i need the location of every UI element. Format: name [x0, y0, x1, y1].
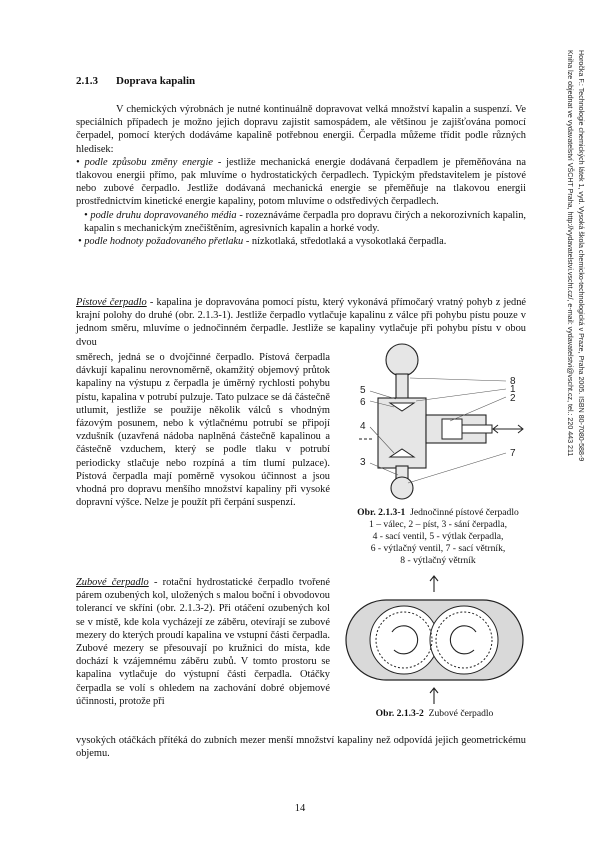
piston-column: [76, 351, 330, 509]
section-title: Doprava kapalin: [116, 75, 196, 87]
intro-paragraph: V chemických výrobnách je nutné kontinuálně dopravovat velká množství kapalin a suspenzí. Ve speciálních případech je možno jejich dopravu zajistit samospádem, ale většinou je zajišťována pomocí čerpadel, pomocí kterých dodáváme kapalině potřebnou energii. Čerpadla můžeme třídit podle různých hledisek:: [76, 104, 526, 155]
bullet-pressure-text: - nízkotlaká, středotlaká a vysokotlaká čerpadla.: [243, 236, 447, 248]
fig1-title: Jednočinné pístové čerpadlo: [410, 507, 519, 518]
fig1-legend-line-3: 4 - sací ventil, 5 - výtlak čerpadla,: [372, 531, 504, 542]
fig1-caption-title: [338, 507, 538, 519]
piston-pump-figure: [358, 343, 538, 501]
fig1-legend-line-5: 8 - výtlačný větrník: [400, 555, 476, 566]
side-note-line-1: Horočka F.: Technologie chemických látek 1, vyd. Vysoká škola chemicko-technologická v Praze, Praha 2005. ISBN 80-7080-588-9: [577, 50, 585, 462]
piston-term: Pístové čerpadlo: [76, 297, 147, 308]
piston-text: - kapalina je dopravována pomocí pístu, který vykonává přímočarý vratný pohyb z jedné krajní polohy do druhé (obr. 2.1.3-1). Jestliže čerpadlo vytlačuje kapalinu z válce při pohybu pístu pouze v jednom směru, mluvíme o jednočinném čerpadle. Jestliže se kapaliny vytlačuje při pohybu pístu v obou dvou: [76, 297, 527, 348]
fig1-legend-line-2: 1 – válec, 2 – píst, 3 - sání čerpadla,: [369, 519, 507, 530]
label-4: 4: [360, 421, 366, 432]
side-note-text: [564, 50, 586, 570]
gear-tail: [76, 734, 526, 760]
bullet-medium: [76, 209, 526, 235]
bullet-medium-text: - rozeznáváme čerpadla pro dopravu čirých a nekorozivních kapalin, kapalin s mechanickým znečištěním, agresivních kapalin a horké vody.: [84, 209, 526, 234]
fig1-label: Obr. 2.1.3-1: [357, 507, 406, 518]
page-number: 14: [294, 803, 306, 814]
side-note-line-2: Kniha lze objednat ve vydavatelství VŠCHT Praha, http://vydavatelstvi.vscht.cz/, e-mail: vydavatelstvi@vscht.cz, tel.: 220 443 211: [566, 50, 574, 457]
fig2-title: Zubové čerpadlo: [428, 708, 494, 719]
gear-column: [76, 576, 330, 708]
section-heading: [76, 75, 195, 87]
right-gear: [430, 606, 498, 674]
left-gear: [370, 606, 438, 674]
outlet-arrow: [430, 576, 438, 592]
piston-column-text: směrech, jedná se o dvojčinné čerpadlo. Pístová čerpadla dávkují kapalinu nerovnoměrně, okamžitý objemový průtok kapaliny na výstupu z čerpadla je úměrný rychlosti pohybu pístu, kapalina v potrubí pulzuje. Tato pulzace se dá částečně utlumit, jestliže se použije několik válců s vhodným fázovým posunem, nebo k výtlačnému potrubí se připojí vzdušník (uzavřená nádoba naplněná částečně kapalinou a částečně vzduchem, který se podle tlaku v potrubí periodicky stlačuje nebo rozpíná a tím tlumí pulzace). Pístová čerpadla mají poměrně vysokou účinnost a jsou vhodná pro dopravu menšího množství kapaliny při vysoké dopravní výšce. Nelze je použít při čerpání suspenzí.: [76, 352, 330, 509]
fig1-caption: [338, 507, 538, 567]
label-6: 6: [360, 397, 366, 408]
leader-line-8: [410, 378, 506, 381]
gear-tail-text: vysokých otáčkách přítéká do zubních mezer menší množství kapaliny než odpovídá jejich geometrickému objemu.: [76, 735, 526, 760]
piston: [442, 419, 462, 439]
label-7: 7: [510, 448, 516, 459]
bullet-energy-term: • podle způsobu změny energie: [76, 156, 213, 168]
fig2-label: Obr. 2.1.3-2: [375, 708, 424, 719]
gear-paragraph: [76, 576, 330, 708]
piston-pump-drawing: [358, 343, 538, 501]
gear-pump-drawing: [342, 572, 527, 707]
leader-line-1: [416, 389, 506, 401]
section-number: 2.1.3: [76, 75, 98, 87]
gear-pump-figure: [342, 572, 527, 707]
bullet-energy: [76, 156, 526, 209]
fig2-caption: [342, 708, 527, 720]
bullet-pressure: [76, 235, 526, 248]
side-note: [560, 50, 590, 570]
gear-term: Zubové čerpadlo: [76, 577, 149, 588]
suction-air-chamber: [391, 477, 413, 499]
discharge-pipe: [396, 374, 408, 400]
piston-paragraph: [76, 296, 526, 349]
intro-block: [76, 103, 526, 248]
discharge-air-chamber: [386, 344, 418, 376]
label-1: 1: [510, 384, 516, 395]
fig1-legend-line-4: 6 - výtlačný ventil, 7 - sací větrník,: [370, 543, 506, 554]
bullet-pressure-term: • podle hodnoty požadovaného přetlaku: [78, 236, 244, 248]
label-3: 3: [360, 457, 366, 468]
label-2: 2: [510, 393, 516, 404]
inlet-arrow: [430, 688, 438, 704]
label-5: 5: [360, 385, 366, 396]
bullet-energy-text: - jestliže mechanická energie dodávaná čerpadlem je přeměňována na tlakovou energii přímo, pak mluvíme o hydrostatických čerpadlech. Typickým představitelem je pístové nebo zubové čerpadlo. Jestliže dodávaná mechanická energie se přeměňuje na tlakovou energii prostřednictvím kinetické energie kapaliny, potom mluvíme o odstředivých čerpadlech.: [76, 156, 526, 208]
label-8: 8: [510, 376, 516, 387]
piston-intro: [76, 296, 526, 349]
piston-rod: [462, 425, 492, 433]
gear-text: - rotační hydrostatické čerpadlo tvořené párem ozubených kol, uložených s malou boční i obvodovou tolerancí ve skříni (obr. 2.1.3-2). Při otáčení ozubených kol se v místě, kde kola vycházejí ze záběru, otevírají se zubové mezery do kterých proudí kapalina ve vstupní části čerpadla. Zubové mezery se přesouvají po kružnici do místa, kde dochází k vzájemnému záběru zubů. V tomto prostoru se kapalina vytlačuje do výstupní části čerpadla. Otáčky čerpadla se volí s ohledem na zachování dobré objemové účinnosti, protože při: [76, 577, 330, 707]
bullet-medium-term: • podle druhu dopravovaného média: [84, 209, 237, 221]
